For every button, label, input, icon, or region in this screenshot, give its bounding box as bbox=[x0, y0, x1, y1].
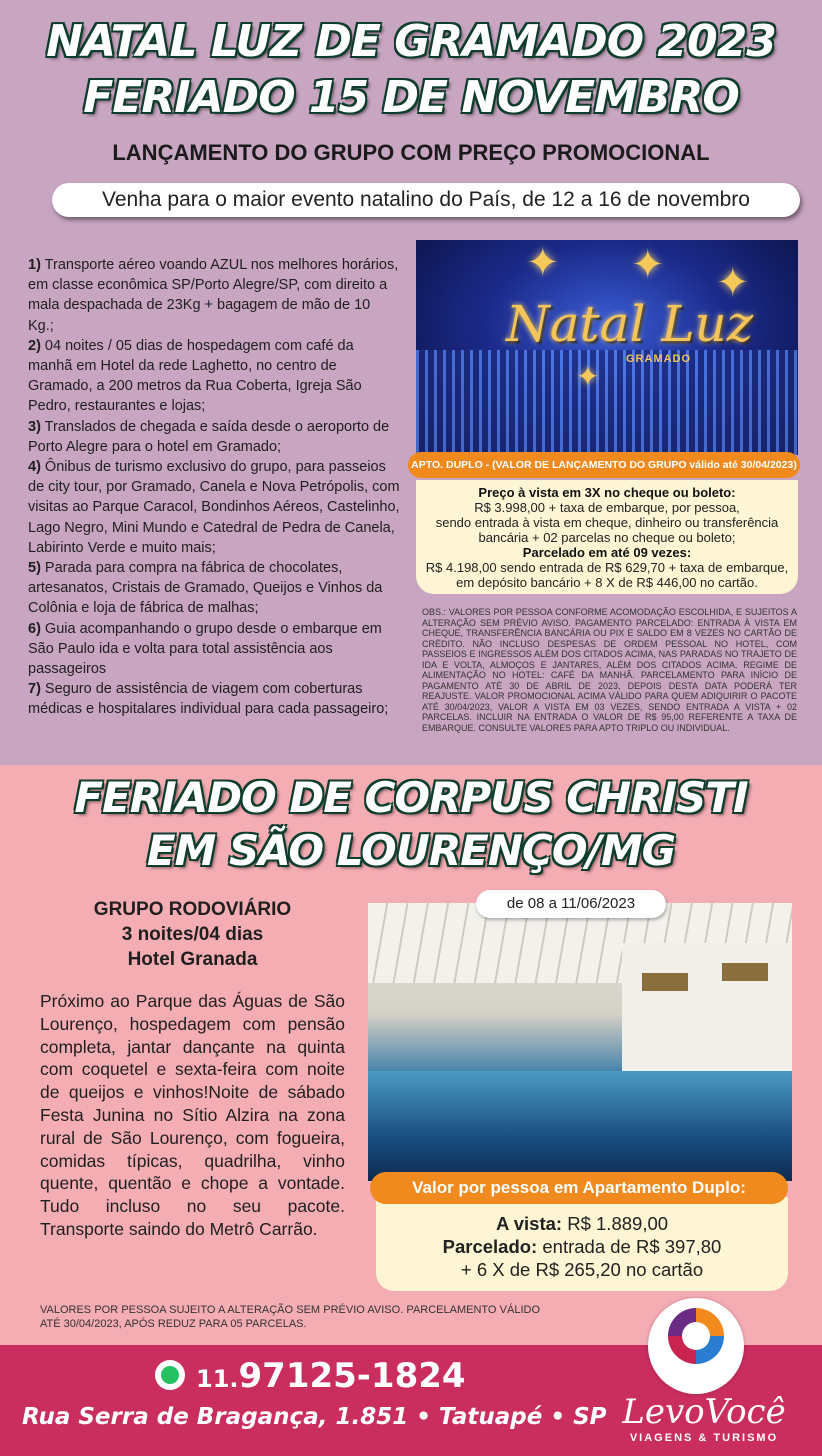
natal-title-line2: FERIADO 15 DE NOVEMBRO bbox=[83, 72, 739, 123]
pool-water bbox=[368, 1071, 792, 1181]
natal-observations: OBS.: VALORES POR PESSOA CONFORME ACOMODAÇÃO ESCOLHIDA, E SUJEITOS A ALTERAÇÃO SEM PRÉVIO AVISO. PAGAMENTO PARCELADO: ENTRADA À VISTA EM CHEQUE, TRANSFERÊNCIA BANCÁRIA OU PIX E SALDO EM 8 VEZES NO CARTÃO DE CRÉDITO. NÃO INCLUSO DESPESAS DE ORDEM PESSOAL NO HOTEL, COM PASSEIOS E INGRESSOS ALÉM DOS CITADOS ACIMA, NAS PARADAS NO TRAJETO DE IDA E VOLTA, ALMOÇOS E JANTARES, ALÉM DOS CITADOS ACIMA. REGIME DE ALIMENTAÇÃO NO HOTEL: CAFÉ DA MANHÃ. PARCELAMENTO PARA INÍCIO DE PAGAMENTO ATÉ 30 DE ABRIL DE 2023, DEPOIS DESTA DATA PODERÁ TER REAJUSTE. VALOR PROMOCIONAL ACIMA VÁLIDO PARA QUEM ADIQUIRIR O PACOTE ATÉ 30/04/2023, VALOR A VISTA EM 03 VEZES, SENDO ENTRADA A VISTA + 02 PARCELAS. INCLUIR NA ENTRADA O VALOR DE R$ 95,00 REFERENTE A TAXA DE EMBARQUE. CONSULTE VALORES PARA APTO TRIPLO OU INDIVIDUAL. bbox=[422, 607, 797, 733]
group-info: GRUPO RODOVIÁRIO 3 noites/04 dias Hotel Granada bbox=[93, 899, 292, 970]
whatsapp-icon[interactable] bbox=[155, 1360, 185, 1390]
hotel-wall bbox=[622, 943, 792, 1083]
natal-luz-photo bbox=[416, 240, 798, 455]
list-item: 1) Transporte aéreo voando AZUL nos melhores horários, em classe econômica SP/Porto Alegre/SP, com direito a mala despachada de 23Kg + bagagem de mão de 10 Kg.; bbox=[28, 257, 399, 334]
star-icon: ✦ bbox=[526, 241, 560, 285]
list-item: 3) Translados de chegada e saída desde o aeroporto de Porto Alegre para o hotel em Gramado; bbox=[28, 418, 390, 455]
list-item: 5) Parada para compra na fábrica de chocolates, artesanatos, Cristais de Gramado, Queijos e Vinhos da Colônia e loja de fábrica de malhas; bbox=[28, 560, 383, 617]
list-item: 7) Seguro de assistência de viagem com coberturas médicas e hospitalares individual para cada passageiro; bbox=[28, 681, 389, 718]
trip-dates: de 08 a 11/06/2023 bbox=[476, 890, 666, 918]
christmas-lights bbox=[416, 350, 798, 455]
brand-logo-icon bbox=[648, 1298, 744, 1394]
star-icon: ✦ bbox=[631, 243, 665, 287]
apto-duplo-bar: APTO. DUPLO - (VALOR DE LANÇAMENTO DO GRUPO válido até 30/04/2023) bbox=[408, 452, 800, 478]
list-item: 2) 04 noites / 05 dias de hospedagem com café da manhã em Hotel da rede Laghetto, no centro de Gramado, a 200 metros da Rua Coberta, Igreja São Pedro, restaurantes e lojas; bbox=[28, 337, 362, 415]
launch-subtitle: LANÇAMENTO DO GRUPO COM PREÇO PROMOCIONAL bbox=[112, 140, 710, 165]
list-item: 6) Guia acompanhando o grupo desde o embarque em São Paulo ida e volta para total assistência aos passageiros bbox=[28, 620, 382, 678]
hotel-pool-photo bbox=[368, 903, 792, 1181]
list-item: 4) Ônibus de turismo exclusivo do grupo, para passeios de city tour, por Gramado, Canela e Nova Petrópolis, com visitas ao Parque Caracol, Bondinhos Aéreos, Castelinho, Lago Negro, Mini Mundo e Catedral de Pedra de Canela, Labirinto Verde e muito mais; bbox=[28, 459, 400, 556]
included-items-list bbox=[28, 255, 400, 720]
phone-number[interactable]: 11.97125-1824 bbox=[196, 1356, 466, 1396]
value-per-person-bar: Valor por pessoa em Apartamento Duplo: bbox=[370, 1172, 788, 1204]
corpus-disclaimer: VALORES POR PESSOA SUJEITO A ALTERAÇÃO SEM PRÉVIO AVISO. PARCELAMENTO VÁLIDO ATÉ 30/04/2023, APÓS REDUZ PARA 05 PARCELAS. bbox=[40, 1304, 540, 1330]
corpus-price-box: A vista: R$ 1.889,00 Parcelado: entrada de R$ 397,80 + 6 X de R$ 265,20 no cartão bbox=[376, 1197, 788, 1291]
brand-name: LevoVocê bbox=[622, 1392, 786, 1432]
corpus-title-line2: EM SÃO LOURENÇO/MG bbox=[146, 826, 676, 875]
store-address: Rua Serra de Bragança, 1.851 • Tatuapé • SP bbox=[22, 1404, 607, 1430]
brand-tagline: VIAGENS & TURISMO bbox=[629, 1432, 779, 1444]
natal-luz-logo-sub: GRAMADO bbox=[626, 353, 692, 365]
event-tagline: Venha para o maior evento natalino do País, de 12 a 16 de novembro bbox=[52, 183, 800, 217]
natal-title-line1: NATAL LUZ DE GRAMADO 2023 bbox=[46, 16, 776, 67]
corpus-description: Próximo ao Parque das Águas de São Lourenço, hospedagem com pensão completa, jantar dançante na quinta com coquetel e sexta-feira com noite de queijos e vinhos!Noite de sábado Festa Junina no Sítio Alzira na zona rural de São Lourenço, com fogueira, comidas típicas, quadrilha, vinho quente, quentão e chope a vontade. Tudo incluso no seu pacote. Transporte saindo do Metrô Carrão. bbox=[40, 991, 345, 1239]
corpus-title-line1: FERIADO DE CORPUS CHRISTI bbox=[74, 773, 748, 822]
star-icon: ✦ bbox=[716, 261, 750, 305]
natal-price-box: Preço à vista em 3X no cheque ou boleto: R$ 3.998,00 + taxa de embarque, por pessoa, sendo entrada à vista em cheque, dinheiro ou transferência bancária + 02 parcelas no cheque ou boleto; Parcelado em até 09 vezes: R$ 4.198,00 sendo entrada de R$ 629,70 + taxa de embarque, em depósito bancário + 8 X de R$ 446,00 no cartão. bbox=[416, 480, 798, 594]
star-icon: ✦ bbox=[576, 361, 600, 392]
natal-luz-logo: Natal Luz bbox=[506, 295, 754, 353]
